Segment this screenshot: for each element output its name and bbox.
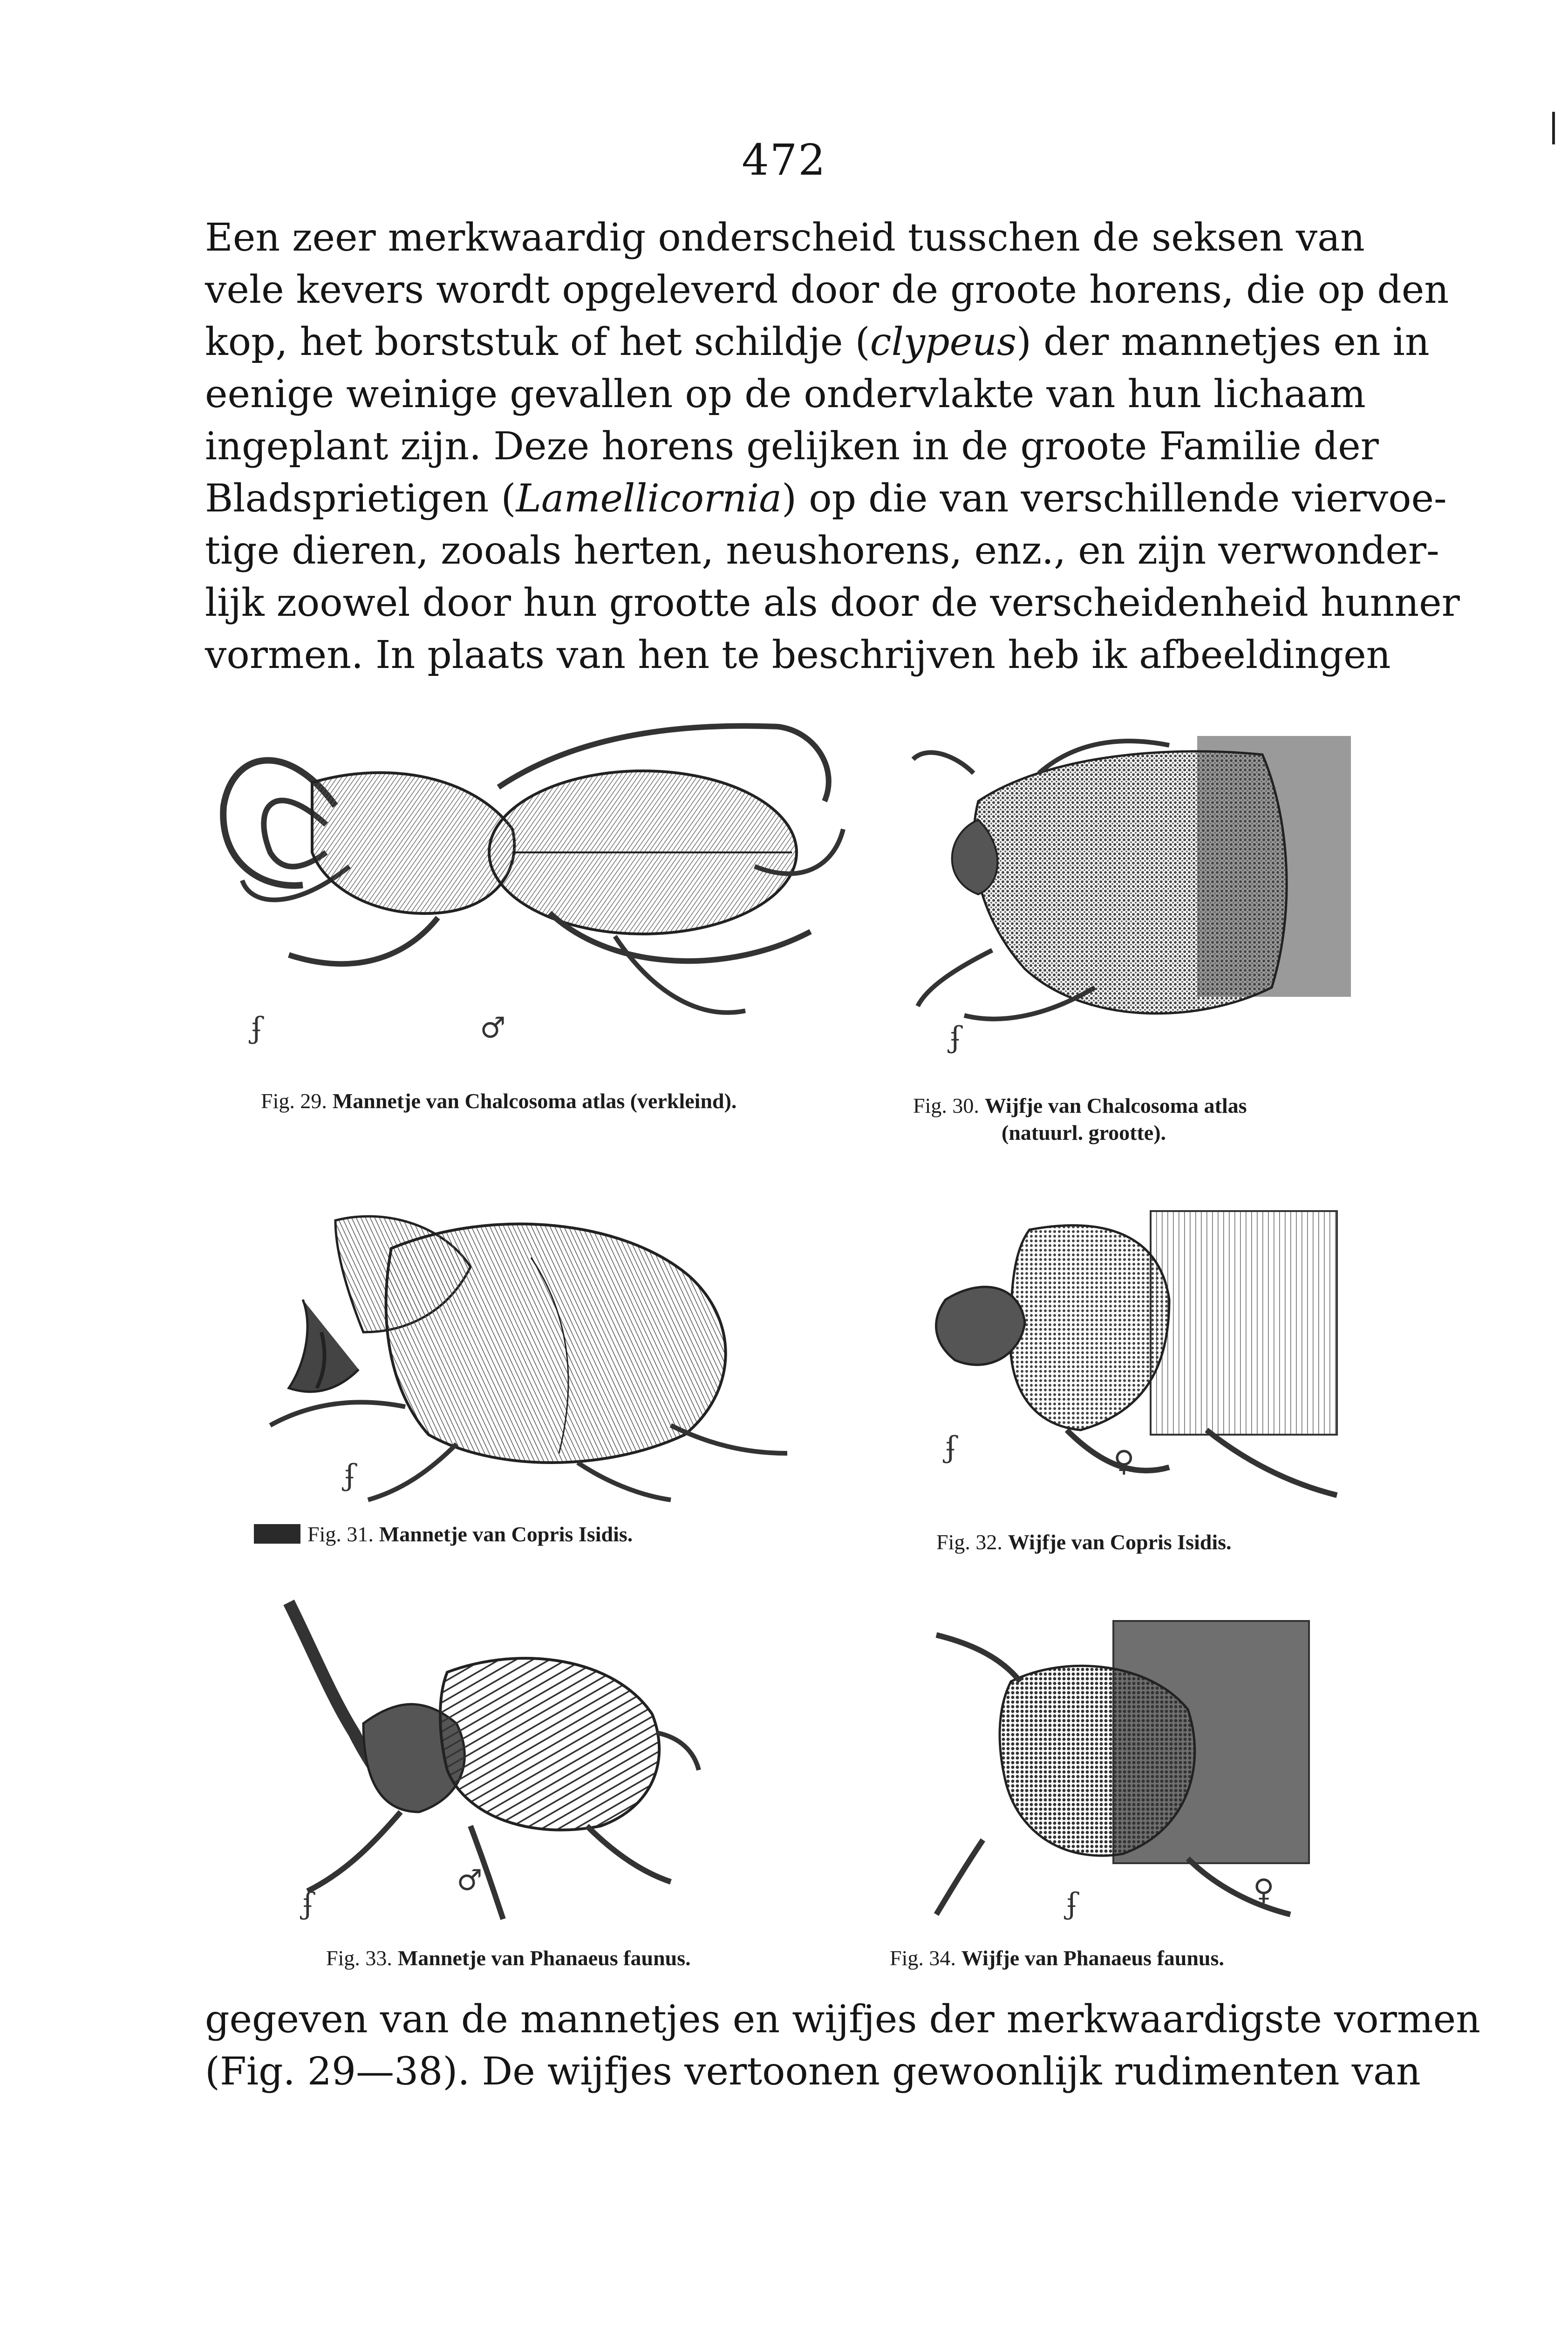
text-line: vormen. In plaats van hen te beschrijven heb ik afbeeldingen: [205, 633, 1391, 677]
text-line: Bladsprietigen (Lamellicornia) op die van verschillende viervoe-: [205, 477, 1447, 521]
sex-symbol-male: ♂: [480, 1011, 506, 1045]
figure-29: [196, 713, 904, 1081]
printer-mark: [254, 1524, 300, 1544]
figure-32: [927, 1206, 1346, 1523]
engraver-mark: ʄ: [345, 1458, 355, 1492]
text-line: lijk zoowel door hun grootte als door de verscheidenheid hunner: [205, 581, 1460, 625]
beetle-illustration-phanaeus-male: [261, 1593, 750, 1938]
figure-31-caption: Fig. 31. Mannetje van Copris Isidis.: [307, 1522, 633, 1546]
engraver-mark: ʄ: [950, 1020, 961, 1054]
figure-31: [252, 1192, 866, 1519]
beetle-illustration-copris-male: [252, 1192, 866, 1519]
figure-32-caption: Fig. 32. Wijfje van Copris Isidis.: [936, 1530, 1232, 1554]
sex-symbol-female: ♀: [1253, 1873, 1275, 1907]
engraver-mark: ʄ: [252, 1011, 262, 1045]
paragraph-bottom: [205, 1994, 1480, 2098]
text-line: ingeplant zijn. Deze horens gelijken in de groote Familie der: [205, 424, 1379, 469]
paragraph-top: [205, 212, 1460, 681]
figure-29-caption: Fig. 29. Mannetje van Chalcosoma atlas (verkleind).: [261, 1089, 737, 1113]
engraver-mark: ʄ: [946, 1430, 956, 1464]
text-line: kop, het borststuk of het schildje (clypeus) der mannetjes en in: [205, 320, 1430, 364]
text-line: Een zeer merkwaardig onderscheid tusschen de seksen van: [205, 216, 1365, 260]
italic-term: Lamellicornia: [516, 477, 782, 521]
text-line: gegeven van de mannetjes en wijfjes der merkwaardigste vormen: [205, 1997, 1480, 2042]
engraver-mark: ʄ: [1067, 1886, 1077, 1920]
sex-symbol-male: ♂: [457, 1863, 483, 1897]
figure-30: [908, 727, 1356, 1062]
figure-30-caption: Fig. 30. Wijfje van Chalcosoma atlas (natuurl. grootte).: [913, 1094, 1247, 1144]
figure-34-caption: Fig. 34. Wijfje van Phanaeus faunus.: [890, 1946, 1224, 1970]
italic-term: clypeus: [870, 320, 1017, 364]
beetle-illustration-chalcosoma-male: [196, 713, 904, 1081]
text-line: vele kevers wordt opgeleverd door de groote horens, die op den: [205, 268, 1449, 312]
page-number: 472: [742, 135, 826, 185]
figure-33-caption: Fig. 33. Mannetje van Phanaeus faunus.: [326, 1946, 691, 1970]
figure-34: [927, 1616, 1328, 1938]
beetle-illustration-chalcosoma-female: [908, 727, 1356, 1062]
page-edge-mark: [1552, 112, 1555, 144]
engraver-mark: ʄ: [303, 1886, 314, 1920]
text-line: (Fig. 29—38). De wijfjes vertoonen gewoonlijk rudimenten van: [205, 2050, 1421, 2094]
sex-symbol-female: ♀: [1113, 1444, 1135, 1478]
text-line: tige dieren, zooals herten, neushorens, enz., en zijn verwonder-: [205, 529, 1439, 573]
text-line: eenige weinige gevallen op de ondervlakte van hun lichaam: [205, 372, 1366, 416]
beetle-illustration-copris-female: [927, 1206, 1346, 1523]
figure-33: [261, 1593, 750, 1938]
